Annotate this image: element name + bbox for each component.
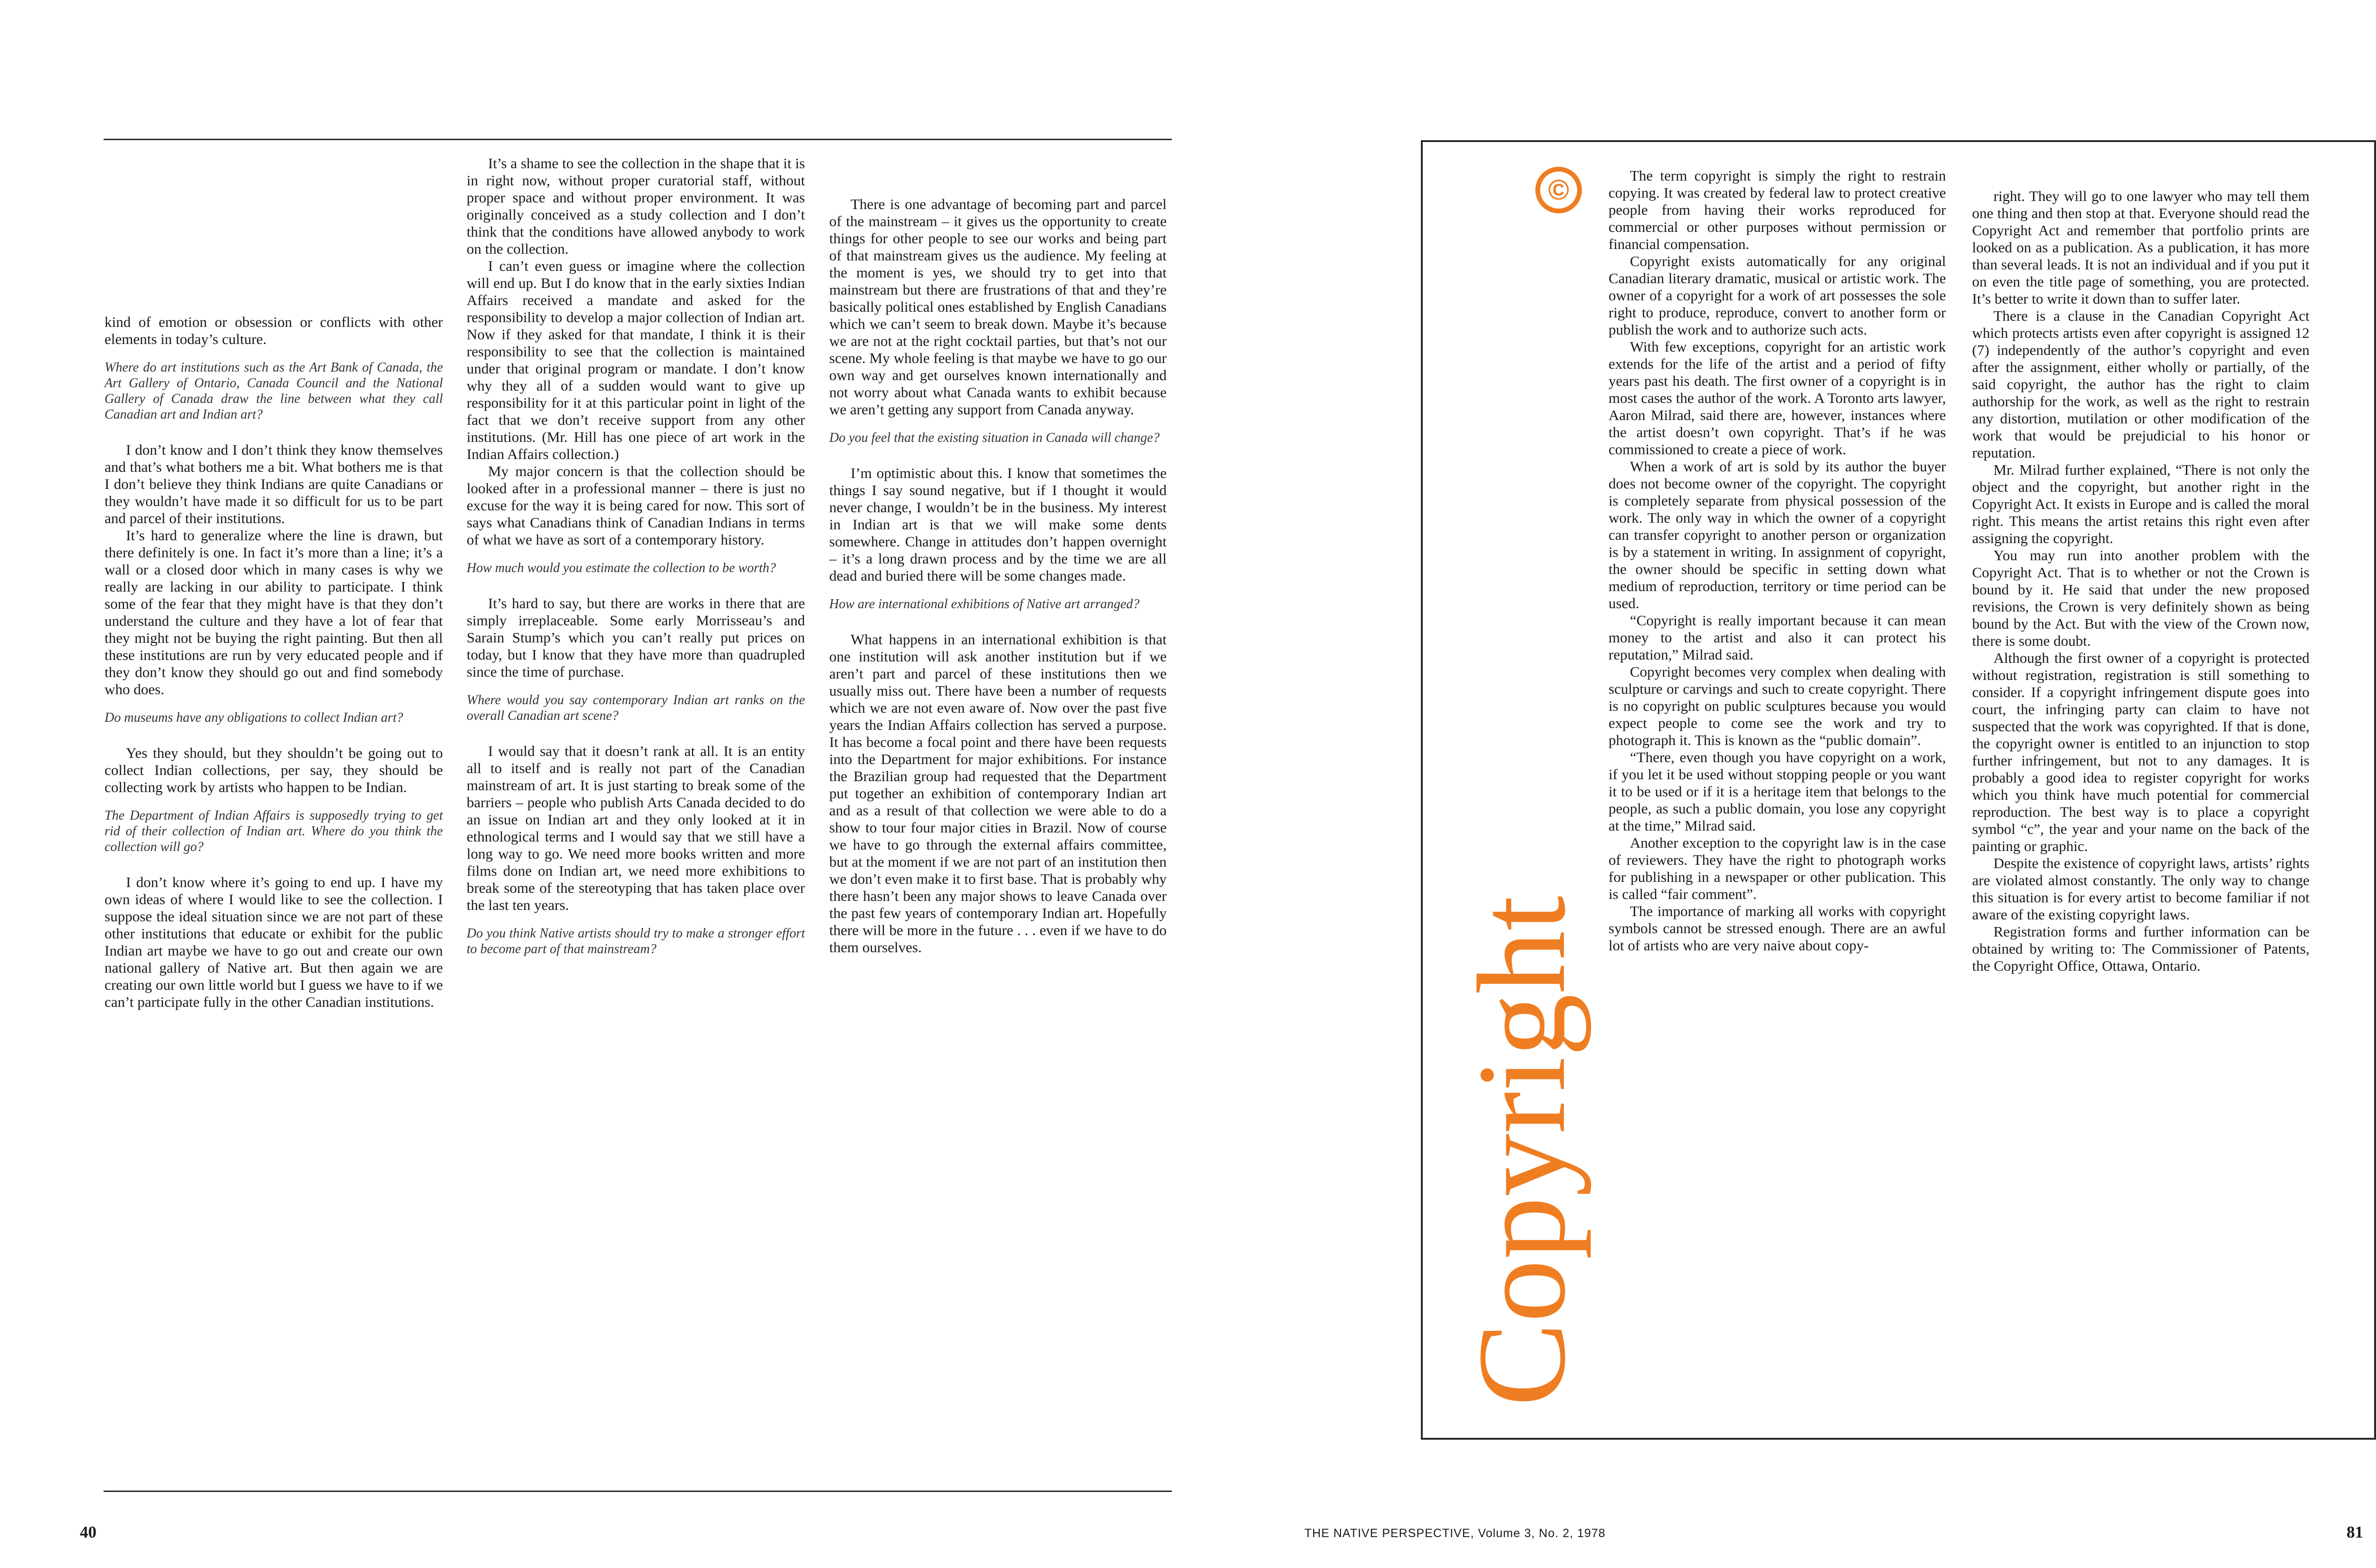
body-paragraph: You may run into another problem with the Copyright Act. That is to whether or not the Crown is bound by it. He said that under the new proposed revisions, the Crown is very definitely shown as being bound by the Act. But with the view of the Crown now, there is some doubt. <box>1972 547 2309 649</box>
interview-question: How much would you estimate the collection to be worth? <box>467 561 776 575</box>
body-paragraph: Registration forms and further information can be obtained by writing to: The Commissioner of Patents, the Copyright Office, Ottawa, Ontario. <box>1972 923 2309 974</box>
body-paragraph: It’s a shame to see the collection in the shape that it is in right now, without proper curatorial staff, without proper space and without proper environment. It was originally conceived as a study collection and I don’t think that the conditions have allowed anybody to work on the collection. <box>467 155 805 257</box>
interview-question: Where do art institutions such as the Art Bank of Canada, the Art Gallery of Ontario, Canada Council and the National Gallery of Canada draw the line between what they call Canadian art and Indian art? <box>105 360 443 422</box>
interview-question: How are international exhibitions of Native art arranged? <box>829 597 1140 612</box>
article-title-vertical: Copyright <box>1452 896 1591 1406</box>
interview-question: Where would you say contemporary Indian art ranks on the overall Canadian art scene? <box>467 693 805 723</box>
interview-question: Do you think Native artists should try to make a stronger effort to become part of that mainstream? <box>467 926 805 956</box>
body-paragraph: When a work of art is sold by its author the buyer does not become owner of the copyright. The copyright is completely separate from physical possession of the work. The only way in which the owner of a copyright can transfer copyright to another person or organization is by a statement in writing. In assignment of copyright, the owner should be specific in setting down what medium of reproduction, territory or time period can be used. <box>1609 458 1946 612</box>
body-paragraph: Yes they should, but they shouldn’t be going out to collect Indian collections, per say, they should be collecting work by artists who happen to be Indian. <box>105 745 443 795</box>
body-paragraph: I don’t know and I don’t think they know themselves and that’s what bothers me a bit. What bothers me is that I don’t believe they think Indians are quite Canadians or they wouldn’t have made it so difficult for us to be part and parcel of their institutions. <box>105 441 443 526</box>
svg-text:©: © <box>1548 174 1570 206</box>
body-paragraph: Another exception to the copyright law is in the case of reviewers. They have the right to photograph works for publishing in a newspaper or other publication. This is called “fair comment”. <box>1609 834 1946 902</box>
right-page-column-1 <box>1609 167 1946 954</box>
body-paragraph: “There, even though you have copyright on a work, if you let it be used without stopping people or you want it to be used or if it is a heritage item that belongs to the people, as such a public domain, you lose any copyright at the time,” Milrad said. <box>1609 749 1946 834</box>
body-paragraph: It’s hard to say, but there are works in there that are simply irreplaceable. Some early Morrisseau’s and Sarain Stump’s which you can’t really put prices on today, but I know that they have more than quadrupled since the time of purchase. <box>467 595 805 680</box>
copyright-symbol-icon <box>1535 166 1582 214</box>
body-paragraph: Mr. Milrad further explained, “There is not only the object and the copyright, but another right in the Copyright Act. It exists in Europe and is called the moral right. This means the artist retains this right even after assigning the copyright. <box>1972 461 2309 546</box>
body-paragraph: kind of emotion or obsession or conflicts with other elements in today’s culture. <box>105 314 443 347</box>
body-paragraph: What happens in an international exhibition is that one institution will ask another institution but if we aren’t part and parcel of these institutions then we usually miss out. There have been a number of requests which we are not even aware of. Now over the past five years the Indian Affairs collection has served a purpose. It has become a focal point and there have been requests into the Department for major exhibitions. For instance the Brazilian group had requested that the Department put together an exhibition of contemporary Indian art and as a result of that collection we were able to do a show to tour four major cities in Brazil. Now of course we have to go through the external affairs committee, but at the moment if we are not part of an institution then we don’t even make it to first base. That is probably why there hasn’t been any major shows to leave Canada over the past few years of contemporary Indian art. Hopefully there will be more in the future . . . even if we have to do them ourselves. <box>829 631 1167 956</box>
body-paragraph: I would say that it doesn’t rank at all. It is an entity all to itself and is really not part of the Canadian mainstream of art. It is just starting to break some of the barriers – people who publish Arts Canada decided to do an issue on Indian art and they only looked at it in ethnological terms and I would say that we still have a long way to go. We need more books written and more films done on Indian art, we need more exhibitions to break some of the stereotyping that has taken place over the last ten years. <box>467 743 805 913</box>
right-page-column-2 <box>1972 188 2309 975</box>
body-paragraph: I can’t even guess or imagine where the collection will end up. But I do know that in the early sixties Indian Affairs received a mandate and asked for the responsibility to develop a major collection of Indian art. Now if they asked for that mandate, I think it is their responsibility to see that the collection is maintained under that original program or mandate. I don’t know why they all of a sudden would want to give up responsibility for it at this particular point in light of the fact that we don’t receive support from any other institutions. (Mr. Hill has one piece of art work in the Indian Affairs collection.) <box>467 258 805 462</box>
left-page-column-3 <box>829 196 1167 956</box>
left-page-column-2 <box>467 155 805 976</box>
body-paragraph: Although the first owner of a copyright is protected without registration, registration is still something to consider. If a copyright infringement dispute goes into court, the infringing party can claim to have not suspected that the work was copyrighted. If that is done, the copyright owner is entitled to an injunction to stop further infringement, but not to any damages. It is probably a good idea to register copyright for works which you think have much potential for commercial reproduction. The best way is to place a copyright symbol “c”, the year and your name on the back of the painting or graphic. <box>1972 650 2309 854</box>
running-footer: THE NATIVE PERSPECTIVE, Volume 3, No. 2, 1978 <box>1304 1527 1606 1540</box>
body-paragraph: Copyright becomes very complex when dealing with sculpture or carvings and such to create copyright. There is no copyright on public sculptures because you would expect people to come see the work and try to photograph it. This is known as the “public domain”. <box>1609 663 1946 748</box>
interview-question: Do museums have any obligations to collect Indian art? <box>105 710 403 725</box>
body-paragraph: The importance of marking all works with copyright symbols cannot be stressed enough. There are an awful lot of artists who are very naive about copy- <box>1609 903 1946 954</box>
body-paragraph: “Copyright is really important because it can mean money to the artist and also it can protect his reputation,” Milrad said. <box>1609 612 1946 663</box>
body-paragraph: Despite the existence of copyright laws, artists’ rights are violated almost constantly. The only way to change this situation is for every artist to become familiar if not aware of the existing copyright laws. <box>1972 855 2309 923</box>
body-paragraph: My major concern is that the collection should be looked after in a professional manner – there is just no excuse for the way it is being cared for now. This sort of says what Canadians think of Canadian Indians in terms of what we have as sort of a contemporary history. <box>467 463 805 548</box>
left-page-column-1 <box>105 314 443 1011</box>
bottom-rule-left-page <box>104 1491 1172 1492</box>
body-paragraph: I don’t know where it’s going to end up. I have my own ideas of where I would like to see the collection. I suppose the ideal situation since we are not part of these other institutions that educate or exhibit for the public Indian art maybe we have to go out and create our own national gallery of Native art. But then again we are creating our own little world but I guess we have to if we can’t participate fully in the other Canadian institutions. <box>105 874 443 1010</box>
body-paragraph: It’s hard to generalize where the line is drawn, but there definitely is one. In fact it’s more than a line; it’s a wall or a closed door which in many cases is why we really are lacking in our ability to participate. I think some of the fear that they might have is that they don’t understand the culture and they have a lot of fear that they might not be buying the right painting. But then all these institutions are run by very educated people and if they don’t know they should go out and find somebody who does. <box>105 527 443 698</box>
body-paragraph: Copyright exists automatically for any original Canadian literary dramatic, musical or artistic work. The owner of a copyright for a work of art possesses the sole right to produce, reproduce, convert to another form or publish the work and to authorize such acts. <box>1609 253 1946 338</box>
body-paragraph: The term copyright is simply the right to restrain copying. It was created by federal law to protect creative people from having their works reproduced for commercial or other purposes without permission or financial compensation. <box>1609 167 1946 252</box>
body-paragraph: With few exceptions, copyright for an artistic work extends for the life of the artist and a period of fifty years past his death. The first owner of a copyright is in most cases the author of the work. A Toronto arts lawyer, Aaron Milrad, said there are, however, instances where the artist doesn’t own copyright. That’s if he was commissioned to create a piece of work. <box>1609 338 1946 458</box>
interview-question: Do you feel that the existing situation in Canada will change? <box>829 430 1160 445</box>
body-paragraph: right. They will go to one lawyer who may tell them one thing and then stop at that. Everyone should read the Copyright Act and remember that portfolio prints are looked on as a publication. As a publication, it has more than several leads. It is not an individual and if you put it on even the title page of something, you are protected. It’s better to write it down than to suffer later. <box>1972 188 2309 307</box>
page-number-right: 81 <box>2347 1523 2363 1541</box>
page-number-left: 40 <box>80 1523 96 1541</box>
body-paragraph: There is one advantage of becoming part and parcel of the mainstream – it gives us the opportunity to create things for other people to see our works and being part of that mainstream gives us the audience. My feeling at the moment is yes, we should try to get into that mainstream but there are frustrations of that and they’re basically political ones established by English Canadians which we can’t seem to break down. Maybe it’s because we are not at the right cocktail parties, but that’s not our scene. My whole feeling is that maybe we have to go our own way and get ourselves known internationally and not worry about what Canada wants to exhibit because we aren’t getting any support from Canada anyway. <box>829 196 1167 418</box>
body-paragraph: There is a clause in the Canadian Copyright Act which protects artists even after copyright is assigned 12 (7) independently of the author’s copyright and even after the assignment, either wholly or partially, of the said copyright, the author has the right to claim authorship for the work, as well as the right to restrain any distortion, mutilation or other modification of the work that would be prejudicial to his honor or reputation. <box>1972 307 2309 461</box>
interview-question: The Department of Indian Affairs is supposedly trying to get rid of their collection of Indian art. Where do you think the collection will go? <box>105 808 443 854</box>
top-rule-left-page <box>104 139 1172 140</box>
body-paragraph: I’m optimistic about this. I know that sometimes the things I say sound negative, but if I thought it would never change, I wouldn’t be in the business. My interest in Indian art is that we will make some dents somewhere. Change in attitudes don’t happen overnight – it’s a long drawn process and by the time we are all dead and buried there will be some changes made. <box>829 465 1167 584</box>
